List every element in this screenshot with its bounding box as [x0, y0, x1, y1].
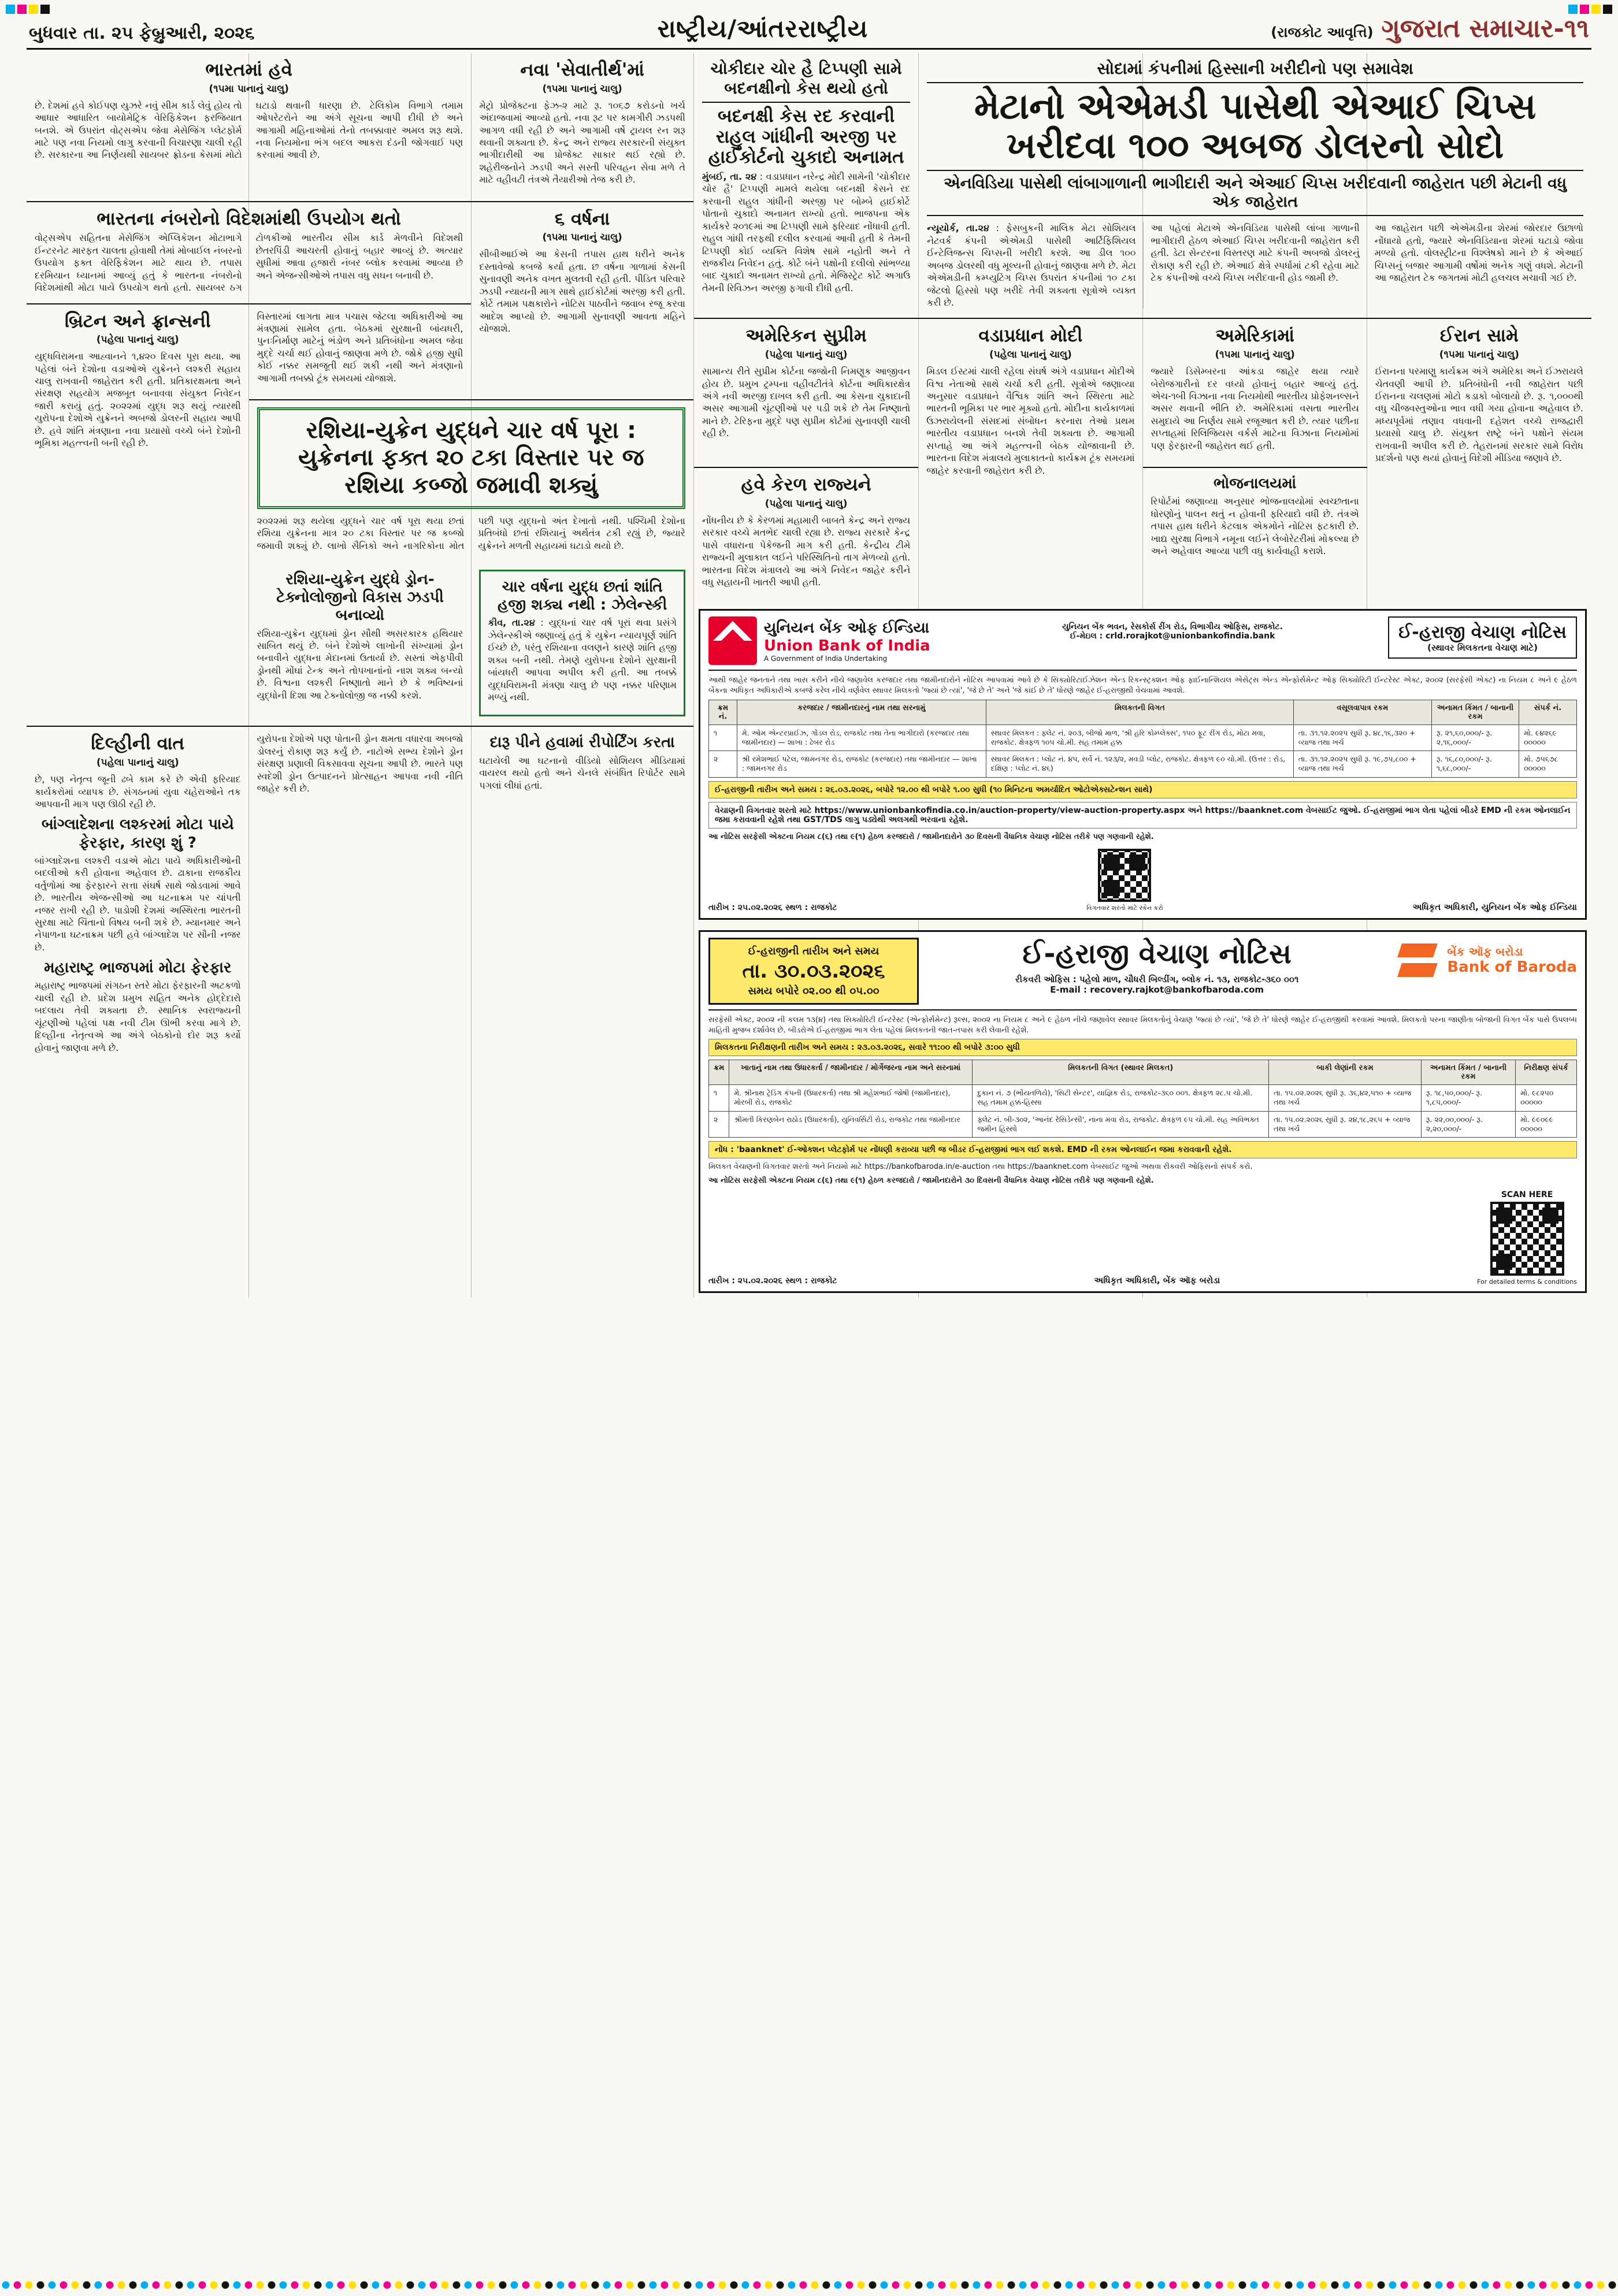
article-headline: ભારતમાં હવે — [205, 60, 292, 80]
scan-box — [1477, 1190, 1577, 1286]
continuation-note: (૧૫મા પાનાનું ચાલુ) — [1439, 349, 1520, 361]
continuation-note: (પહેલા પાનાનું ચાલુ) — [96, 757, 179, 769]
table-cell: શ્રીમતી કિરણબેન રાઠોડ (ઉધારકર્તા), યુનિવર્સિટી રોડ, રાજકોટ તથા જામીનદાર — [729, 1111, 973, 1138]
ad-header — [708, 938, 1577, 1010]
date-place: તારીખ : ૨૫.૦૨.૨૦૨૬ સ્થળ : રાજકોટ — [708, 903, 837, 913]
article-headline: રશિયા-યુક્રેન યુદ્ધને ચાર વર્ષ પૂરા : યુક્રેનના ફક્ત ૨૦ ટકા વિસ્તાર પર જ રશિયા કબ્જો જમાવી શક્યું — [298, 417, 644, 499]
registration-dots-strip — [0, 2278, 1618, 2293]
table-header-cell: ક્રમ નં. — [709, 700, 737, 725]
article-body: રિપોર્ટમાં જણાવ્યા અનુસાર ભોજનાલયોમાં સ્વચ્છતાના ધોરણોનું પાલન થતું ન હોવાની ફરિયાદો વધી છે. તંત્રએ તપાસ હાથ ધરીને કેટલાક એકમોને નોટિસ ફટકારી છે. ખાદ્ય સુરક્ષા વિભાગે નમૂના લઈને લેબોરેટરીમાં મોકલ્યા છે અને અહેવાલ આવ્યા પછી વધુ કાર્યવાહી કરાશે. — [1151, 496, 1359, 557]
bank-email: E-mail : recovery.rajkot@bankofbaroda.com — [1050, 984, 1264, 995]
page-header — [27, 10, 1591, 50]
ad-header — [708, 616, 1577, 671]
table-cell: દુકાન નં. ૭ (ભોંયતળિયે), 'સિટી સેન્ટર', યાજ્ઞિક રોડ, રાજકોટ-૩૬૦ ૦૦૧. ક્ષેત્રફળ ૨૮.૫ ચો.મી. સહ તમામ હક્ક-હિસ્સા — [973, 1085, 1269, 1112]
table-cell: તા. ૧૫.૦૨.૨૦૨૬ સુધી રૂ. ૩૬,૪૨,૫૧૦ + વ્યાજ તથા ખર્ચ — [1269, 1085, 1422, 1112]
article-meta-amd — [918, 53, 1591, 318]
bank-of-baroda-logo-icon — [1395, 938, 1440, 983]
table-cell: રૂ. ૧૬,૮૦,૦૦૦/- રૂ. ૧,૬૮,૦૦૦/- — [1431, 751, 1519, 778]
auction-datetime-box — [708, 938, 919, 1005]
article-us-supreme — [694, 318, 918, 467]
article-headline: દિલ્હીની વાત — [91, 733, 185, 755]
table-cell: મો. ૯૮૨૫૦ ૦૦૦૦૦ — [1516, 1085, 1577, 1112]
article-body: સામાન્ય રીતે સુપ્રીમ કોર્ટના જજોની નિમણૂક આજીવન હોય છે. પ્રમુખ ટ્રમ્પના વહીવટીતંત્રે કોર્ટના અધિકારક્ષેત્ર અંગે નવી અરજી દાખલ કરી હતી. આ કેસના ચુકાદાની અસર આગામી ચૂંટણીઓ પર પડી શકે છે તેમ નિષ્ણાતો માને છે. ટેરિફના મુદ્દે પણ સુપ્રીમ કોર્ટમાં સુનાવણી ચાલી રહી છે. — [702, 366, 911, 439]
article-headline: અમેરિકન સુપ્રીમ — [745, 325, 867, 347]
table-cell: મે. ઓમ એન્ટરપ્રાઈઝ, ગોંડલ રોડ, રાજકોટ તથા તેના ભાગીદારો (કરજદાર તથા જામીનદાર) — શાખા : ઢેબર રોડ — [737, 725, 986, 751]
auction-terms-strip: વેચાણની વિગતવાર શરતો માટે https://www.unionbankofindia.co.in/auction-property/view-auction-property.aspx અને https://baanknet.com વેબસાઈટ જુઓ. ઈ-હરાજીમાં ભાગ લેતા પહેલાં બીડરે EMD ની રકમ ઓનલાઈન જમા કરાવવાની રહેશે તથા GST/TDS લાગુ પડ્યેથી અલગથી ભરવાના રહેશે. — [708, 802, 1577, 829]
continuation-note: (પહેલા પાનાનું ચાલુ) — [765, 497, 848, 510]
table-row — [709, 1085, 1577, 1112]
statutory-note: આ નોટિસ સરફેસી એક્ટના નિયમ ૮(૬) તથા ૯(૧) હેઠળ કરજદારો / જામીનદારોને ૩૦ દિવસની વૈધાનિક વેચાણ નોટિસ તરીકે પણ ગણવાની રહેશે. — [708, 832, 1154, 841]
table-cell: શ્રી રમેશભાઈ પટેલ, જામનગર રોડ, રાજકોટ (કરજદાર) તથા જામીનદાર — શાખા : જામનગર રોડ — [737, 751, 986, 778]
bank-of-baroda-auction-ad — [699, 930, 1587, 1293]
bank-name-english: Bank of Baroda — [1447, 958, 1577, 976]
left-region — [27, 53, 694, 1298]
continuation-note: (૧૫મા પાનાનું ચાલુ) — [1215, 349, 1295, 361]
article-headline: ચાર વર્ષના યુદ્ધ છતાં શાંતિ હજી શક્ય નથી : ઝેલેન્સ્કી — [497, 578, 667, 614]
article-body: વોટ્સએપ સહિતના મેસેજિંગ એપ્લિકેશન મોટાભાગે ઈન્ટરનેટ મારફત ચાલતા હોવાથી તેમાં મોબાઈલ નંબરનો ઉપયોગ ફક્ત વેરિફિકેશન માટે થાય છે. તપાસ દરમિયાન ધ્યાનમાં આવ્યું હતું કે ભારતના નંબરોનો વિદેશમાંથી મોટા પાયે ઉપયોગ થતો હતો. સાયબર ઠગ ટોળકીઓ ભારતીય સીમ કાર્ડ મેળવીને વિદેશથી છેતરપિંડી આચરતી હોવાનું બહાર આવ્યું છે. અત્યાર સુધીમાં આવા હજારો નંબર બ્લોક કરવામાં આવ્યા છે અને એજન્સીઓએ તપાસ વધુ સઘન બનાવી છે. — [35, 232, 463, 293]
ad-footer — [708, 1190, 1577, 1286]
continuation-note: (૧૫મા પાનાનું ચાલુ) — [542, 232, 622, 244]
article-bhojanalay — [1143, 467, 1367, 603]
table-cell: મો. ૭૫૬૭૮ ૦૦૦૦૦ — [1519, 751, 1577, 778]
authorised-officer-sign: અધિકૃત અધિકારી, યુનિયન બેંક ઓફ ઈન્ડિયા — [1412, 902, 1577, 913]
article-kicker: સોદામાં કંપનીમાં હિસ્સાની ખરીદીનો પણ સમાવેશ — [927, 59, 1583, 83]
bank-tagline: A Government of India Undertaking — [764, 654, 888, 663]
continuation-note: (૧૫મા પાનાનું ચાલુ) — [542, 83, 622, 95]
article-russia-drone — [249, 564, 472, 726]
table-cell: રૂ. ૧૮,૫૦,૦૦૦/- રૂ. ૧,૮૫,૦૦૦/- — [1421, 1085, 1515, 1112]
auction-date: તા. ૩૦.૦૩.૨૦૨૬ — [742, 960, 885, 983]
auction-box-label: ઈ-હરાજીની તારીખ અને સમય — [748, 945, 879, 958]
table-cell: મો. ૯૯૦૯૯ ૦૦૦૦૦ — [1516, 1111, 1577, 1138]
article-body: બાંગ્લાદેશના લશ્કરી વડાએ મોટા પાયે અધિકારીઓની બદલીઓ કરી હોવાના અહેવાલ છે. ઢાકાના રાજકીય વર્તુળોમાં આ ફેરફારને સત્તા સંઘર્ષ સાથે જોડવામાં આવે છે. ભારતીય એજન્સીઓ આ ઘટનાક્રમ પર ચાંપતી નજર રાખી રહી છે. પાડોશી દેશમાં અસ્થિરતા ભારતની સુરક્ષા માટે ચિંતાનો વિષય બની શકે છે. મ્યાનમાર અને નેપાળના ઘટનાક્રમ પછી હવે બાંગ્લાદેશ પર સૌની નજર છે. — [35, 855, 241, 953]
article-body: મિડલ ઈસ્ટમાં ચાલી રહેલા સંઘર્ષ અંગે વડાપ્રધાન મોદીએ વિશ્વ નેતાઓ સાથે ચર્ચા કરી હતી. સૂત્રોએ જણાવ્યા અનુસાર વડાપ્રધાને વૈશ્વિક શાંતિ અને સ્થિરતા માટે ભારતની ભૂમિકા પર ભાર મૂક્યો હતો. મોદીના કાર્યકાળમાં ઉઝરાયેલની સંસદમાં સંબોધન કરનારા તેઓ પ્રથમ ભારતીય વડાપ્રધાન બનશે તેવી શક્યતા છે. આગામી સપ્તાહે આ અંગે મહત્ત્વની બેઠક યોજાવાની છે. ભારતના વિદેશ મંત્રાલયે મુલાકાતનો કાર્યક્રમ ટૂંક સમયમાં જાહેર કરવાની જાહેરાત કરી છે. — [926, 366, 1135, 476]
article-body: આ જાહેરાત પછી એએમડીના શેરમાં જોરદાર ઉછાળો નોંધાયો હતો, જ્યારે એનવિડિયાના શેરમાં ઘટાડો જોવા મળ્યો હતો. વોલસ્ટ્રીટના વિશ્લેષકો માને છે કે એઆઈ ચિપ્સનું બજાર આગામી વર્ષોમાં અનેક ગણું વધશે. મેટાની આ જાહેરાત ટેક જગતમાં મોટી હલચલ મચાવી ગઈ છે. — [1374, 222, 1583, 284]
article-headline: વડાપ્રધાન મોદી — [978, 325, 1083, 347]
article-body: છે. દેશમાં હવે કોઈપણ યુઝરે નવું સીમ કાર્ડ લેવું હોય તો આધાર આધારિત બાયોમેટ્રિક વેરિફિકેશન ફરજિયાત બનશે. એ ઉપરાંત વોટ્સએપ જેવા મેસેજિંગ પ્લેટફોર્મ માટે પણ નવા નિયમો લાગુ કરવાની વિચારણા ચાલી રહી છે. સરકારના આ નિર્ણયથી સાયબર ફ્રોડના કેસમાં મોટો ઘટાડો થવાની ધારણા છે. ટેલિકોમ વિભાગે તમામ ઓપરેટરોને આ અંગે સૂચના આપી દીધી છે અને આગામી મહિનાઓમાં તેનો તબક્કાવાર અમલ શરૂ થશે. નવા નિયમોના ભંગ બદલ આકરા દંડની જોગવાઈ પણ કરવામાં આવી છે. — [35, 99, 463, 161]
table-cell: સ્થાવર મિલકત : ફ્લેટ નં. ૨૦૩, બીજો માળ, 'શ્રી હરિ કોમ્પ્લેક્સ', ૧૫૦ ફૂટ રીંગ રોડ, મોટા મવા, રાજકોટ. ક્ષેત્રફળ ૧૦૫ ચો.મી. સહ તમામ હક્ક — [986, 725, 1293, 751]
table-header-cell: મિલકતની વિગત — [986, 700, 1293, 725]
table-header-cell: અનામત કિંમત / બાનાની રકમ — [1431, 700, 1519, 725]
auction-table — [708, 700, 1577, 778]
bank-name-gujarati: બેંક ઑફ બરોડા — [1447, 945, 1523, 959]
article-russia-drone-cont — [249, 726, 472, 1069]
article-subhead: એનવિડિયા પાસેથી લાંબાગાળાની ભાગીદારી અને એઆઈ ચિપ્સ ખરીદવાની જાહેરાત પછી મેટાની વધુ એક જાહેરાત — [927, 170, 1583, 216]
article-britain-france — [27, 303, 249, 726]
table-cell: મે. શ્રીનાથ ટ્રેડિંગ કંપની (ઉધારકર્તા) તથા શ્રી મહેશભાઈ જોષી (જામીનદાર), મોરબી રોડ, રાજકોટ — [729, 1085, 973, 1112]
table-cell: ૧ — [709, 1085, 729, 1112]
table-header-cell: સંપર્ક નં. — [1519, 700, 1577, 725]
scan-label: વિગતવાર શરતો માટે સ્કેન કરો — [1086, 904, 1163, 912]
article-body: યુરોપના દેશોએ પણ પોતાની ડ્રોન ક્ષમતા વધારવા અબજો ડોલરનું રોકાણ શરૂ કર્યું છે. નાટોએ સભ્ય દેશોને ડ્રોન સંરક્ષણ પ્રણાલી વિકસાવવા સૂચના આપી છે. ભારતે પણ સ્વદેશી ડ્રોન ઉત્પાદનને પ્રોત્સાહન આપવા નવી નીતિ જાહેર કરી છે. — [257, 733, 463, 794]
table-cell: ૨ — [709, 751, 737, 778]
dateline: કીવ, તા.૨૪ — [488, 617, 535, 629]
bank-of-baroda-brand — [1395, 938, 1577, 983]
article-rahul-gandhi — [694, 53, 918, 318]
bank-name-gujarati: યુનિયન બેંક ઓફ ઈન્ડિયા — [764, 619, 930, 637]
headline-box — [257, 407, 685, 509]
inspection-strip: મિલકતના નિરીક્ષણની તારીખ અને સમય : ૨૩.૦૩.૨૦૨૬, સવારે ૧૧:૦૦ થી બપોરે ૩:૦૦ સુધી — [708, 1039, 1577, 1056]
notice-title: ઈ-હરાજી વેચાણ નોટિસ — [1398, 622, 1567, 643]
ad-footer — [708, 846, 1577, 912]
statutory-note: આ નોટિસ સરફેસી એક્ટના નિયમ ૮(૬) તથા ૯(૧) હેઠળ કરજદારો / જામીનદારોને ૩૦ દિવસની વૈધાનિક વેચાણ નોટિસ તરીકે પણ ગણવાની રહેશે. — [708, 1176, 1154, 1185]
registration-mark-icon — [1568, 5, 1612, 14]
notice-title: ઈ-હરાજી વેચાણ નોટિસ — [1022, 938, 1292, 971]
article-subhead: બાંગ્લાદેશના લશ્કરમાં મોટા પાયે ફેરફાર, કારણ શું ? — [41, 816, 234, 852]
article-body: મુંબઈ, તા. ૨૪ : વડાપ્રધાન નરેન્દ્ર મોદી સામેની 'ચોકીદાર ચોર હૈ' ટિપ્પણી મામલે થયેલા બદનક્ષી કેસને રદ કરવાની રાહુલ ગાંધીની અરજી પર બોમ્બે હાઈકોર્ટે પોતાનો ચુકાદો અનામત રાખ્યો હતો. ભાજપના એક કાર્યકરે ૨૦૧૯માં આ ટિપ્પણી સામે ફરિયાદ નોંધાવી હતી. રાહુલ ગાંધી તરફથી દલીલ કરવામાં આવી હતી કે તેમની ટિપ્પણી કોઈ વ્યક્તિ વિશેષ સામે નહોતી અને તે રાજકીય નિવેદન હતું. કોર્ટે બંને પક્ષોની દલીલો સાંભળ્યા બાદ ચુકાદો અનામત રાખ્યો હતો. મેજિસ્ટ્રેટ કોર્ટે અગાઉ તેમની રિવિઝન અરજી ફગાવી દીધી હતી. — [702, 170, 911, 293]
table-header-row — [709, 700, 1577, 725]
headline-box — [479, 570, 685, 716]
right-region — [694, 53, 1591, 1298]
article-six-years — [471, 201, 693, 399]
article-body: નોંધનીય છે કે કેરળમાં મહામારી બાબતે કેન્દ્ર અને રાજ્ય સરકાર વચ્ચે મતભેદ ચાલી રહ્યા છે. રાજ્ય સરકારે કેન્દ્ર પાસે વધારાના પેકેજની માગ કરી હતી. કેન્દ્રીય ટીમે રાજ્યની મુલાકાત લઈને પરિસ્થિતિનો તાગ મેળવ્યો હતો. ભારતના વિદેશ મંત્રાલયે આ અંગે નિવેદન જાહેર કરીને વધુ સહાયની ખાતરી આપી હતી. — [702, 514, 911, 588]
dateline: ન્યૂયોર્ક, તા.૨૪ — [927, 222, 989, 234]
continuation-note: (પહેલા પાનાનું ચાલુ) — [765, 349, 848, 361]
article-body: યુદ્ધવિરામના આહ્વાનને ૧,૪૨૦ દિવસ પૂરા થયા. આ પહેલાં બંને દેશોના વડાઓએ યુક્રેનને લશ્કરી સહાય ચાલુ રાખવાની જાહેરાત કરી હતી. પ્રતિકારક્ષમતા અને સંરક્ષણ સહયોગ મજબૂત બનાવવા સંયુક્ત નિવેદન જારી કરાયું હતું. ૨૦૨૨માં યુદ્ધ શરૂ થયું ત્યારથી યુરોપના દેશોએ યુક્રેનને અબજો ડોલરની સહાય આપી છે. હવે શાંતિ મંત્રણાના નવા પ્રયાસો વચ્ચે બંને દેશોની ભૂમિકા મહત્ત્વની બની રહી છે. — [35, 351, 241, 449]
article-kerala — [694, 467, 918, 603]
auction-time: સમય બપોરે ૦૨.૦૦ થી ૦૫.૦૦ — [748, 985, 879, 998]
union-bank-brand — [708, 616, 957, 665]
continuation-note: (૧૫મા પાનાનું ચાલુ) — [209, 83, 289, 95]
table-header-cell: ક્રમ — [709, 1060, 729, 1085]
legal-text: સરફેસી એક્ટ, ૨૦૦૨ ની કલમ ૧૩(૪) તથા સિક્યોરિટી ઈન્ટરેસ્ટ (એન્ફોર્સમેન્ટ) રૂલ્સ, ૨૦૦૨ ના નિયમ ૮ અને ૯ હેઠળ નીચે જણાવેલ સ્થાવર મિલકતોનું વેચાણ 'જ્યાં છે ત્યાં', 'જે છે તે' ધોરણે જાહેર ઈ-હરાજીથી કરવામાં આવશે. મિલકતો પરના જાણીતા બોજાની વિગત બેંક પાસે ઉપલબ્ધ માહિતી મુજબ દર્શાવેલ છે. બીડરોએ ઈ-હરાજીમાં ભાગ લેતા પહેલાં મિલકતની જાત-તપાસ કરી લેવાની રહેશે. — [708, 1016, 1577, 1035]
edition-date: બુધવાર તા. ૨૫ ફેબ્રુઆરી, ૨૦૨૬ — [29, 23, 255, 43]
notice-title-block — [929, 938, 1385, 995]
table-cell: મો. ૯૪૨૬૯ ૦૦૦૦૦ — [1519, 725, 1577, 751]
bank-contact — [1062, 616, 1283, 641]
union-bank-logo-icon — [708, 616, 757, 665]
qr-code-icon — [1490, 1202, 1564, 1276]
table-cell: તા. ૩૧.૧૨.૨૦૨૫ સુધી રૂ. ૧૯,૭૫,૮૦૦ + વ્યાજ તથા ખર્ચ — [1293, 751, 1431, 778]
table-header-cell: કરજદાર / જામીનદારનું નામ તથા સરનામું — [737, 700, 986, 725]
article-kicker: ચોકીદાર ચોર હૈ ટિપ્પણી સામે બદનક્ષીનો કેસ થયો હતો — [702, 59, 910, 103]
article-headline: ૬ વર્ષના — [554, 208, 610, 229]
table-cell: તા. ૩૧.૧૨.૨૦૨૫ સુધી રૂ. ૪૮,૧૬,૩૨૦ + વ્યાજ તથા ખર્ચ — [1293, 725, 1431, 751]
scan-here-label: SCAN HERE — [1501, 1190, 1553, 1200]
article-russia-ukraine-main — [249, 399, 693, 564]
registration-mark-icon — [6, 5, 50, 14]
terms-website-line: મિલકત વેચાણની વિગતવાર શરતો અને નિયમો માટે https://bankofbaroda.in/e-auction તથા https://baanknet.com વેબસાઈટ જુઓ અથવા રીકવરી ઓફિસનો સંપર્ક કરો. — [708, 1162, 1253, 1172]
article-headline: ભોજનાલયમાં — [1213, 475, 1297, 493]
table-cell: ૨ — [709, 1111, 729, 1138]
scan-sub-label: For detailed terms & conditions — [1477, 1278, 1577, 1286]
table-row — [709, 1111, 1577, 1138]
article-headline: દારૂ પીને હવામાં રીપોર્ટિંગ કરતા — [489, 734, 675, 752]
scan-box — [1086, 846, 1163, 912]
auction-table — [708, 1060, 1577, 1138]
article-body: વિસ્તારમાં લાગતા માત્ર પચાસ જેટલા અધિકારીઓ આ મંત્રણામાં સામેલ હતા. બેઠકમાં સુરક્ષાની બાંયધરી, પુનઃનિર્માણ માટેનું ભંડોળ અને પ્રતિબંધોના અમલ જેવા મુદ્દે ચર્ચા થઈ હોવાનું જાણવા મળે છે. જોકે હજી સુધી કોઈ નક્કર સમજૂતી થઈ શકી નથી અને મંત્રણાનો આગામી તબક્કો ટૂંક સમયમાં યોજાશે. — [257, 310, 463, 384]
note-strip: નોંધ : 'baanknet' ઈ-ઓક્શન પ્લેટફોર્મ પર નોંધણી કરાવ્યા પછી જ બીડર ઈ-હરાજીમાં ભાગ લઈ શકશે. EMD ની રકમ ઓનલાઈન જમા કરાવવાની રહેશે. — [708, 1141, 1577, 1158]
continuation-note: (પહેલા પાનાનું ચાલુ) — [96, 334, 179, 346]
article-headline: બદનક્ષી કેસ રદ કરવાની રાહુલ ગાંધીની અરજી પર હાઈકોર્ટનો ચુકાદો અનામત — [708, 106, 904, 168]
bank-name-english: Union Bank of India — [764, 637, 930, 655]
table-row — [709, 751, 1577, 778]
article-daru — [471, 726, 693, 1069]
table-cell: રૂ. ૨૨,૦૦,૦૦૦/- રૂ. ૨,૨૦,૦૦૦/- — [1421, 1111, 1515, 1138]
article-headline: બ્રિટન અને ફ્રાન્સની — [64, 310, 211, 332]
table-cell: રૂ. ૨૧,૬૦,૦૦૦/- રૂ. ૨,૧૬,૦૦૦/- — [1431, 725, 1519, 751]
article-headline: રશિયા-યુક્રેન યુદ્ધે ડ્રોન-ટેક્નોલોજીનો વિકાસ ઝડપી બનાવ્યો — [276, 571, 444, 625]
article-modi — [918, 318, 1142, 603]
article-zelensky — [471, 564, 693, 726]
article-bharat-have — [27, 53, 471, 201]
table-header-cell: ખાતાનું નામ તથા ઉધારકર્તા / જામીનદાર / મોર્ગેજરના નામ અને સરનામાં — [729, 1060, 973, 1085]
table-header-cell: અનામત કિંમત / બાનાની રકમ — [1421, 1060, 1515, 1085]
article-subhead: મહારાષ્ટ્ર ભાજપમાં મોટા ફેરફાર — [44, 959, 232, 977]
table-header-cell: વસૂલવાપાત્ર રકમ — [1293, 700, 1431, 725]
article-body-columns — [927, 222, 1583, 309]
article-headline: નવા 'સેવાતીર્થ'માં — [520, 60, 644, 80]
table-cell: સ્થાવર મિલકત : પ્લોટ નં. ૪૫, સર્વે નં. ૧૨૩/૨, મવડી પ્લોટ, રાજકોટ. ક્ષેત્રફળ ૯૦ ચો.મી. (ઉત્તર : રોડ, દક્ષિણ : પ્લોટ નં. ૪૬) — [986, 751, 1293, 778]
article-body: મેટ્રો પ્રોજેક્ટના ફેઝ-૨ માટે રૂ. ૧૦૬૭ કરોડનો ખર્ચ અંદાજવામાં આવ્યો હતો. નવા રૂટ પર કામગીરી ઝડપથી આગળ વધી રહી છે અને આગામી વર્ષે ટ્રાયલ રન શરૂ થવાની શક્યતા છે. કેન્દ્ર અને રાજ્ય સરકારની સંયુક્ત ભાગીદારીથી આ પ્રોજેક્ટ સાકાર થઈ રહ્યો છે. શહેરીજનોને ઝડપી અને સસ્તી પરિવહન સેવા મળે તે માટે વહીવટી તંત્રએ તૈયારીઓ તેજ કરી છે. — [479, 99, 685, 185]
table-header-row — [709, 1060, 1577, 1085]
article-delhi-vaat — [27, 726, 249, 1069]
table-cell: ૧ — [709, 725, 737, 751]
notice-title-box — [1388, 616, 1577, 659]
article-headline: મેટાનો એએમડી પાસેથી એઆઈ ચિપ્સ ખરીદવા ૧૦૦ અબજ ડોલરનો સોદો — [974, 85, 1537, 167]
article-body: કીવ, તા.૨૪ : યુદ્ધનાં ચાર વર્ષ પૂરાં થવા પ્રસંગે ઝેલેન્સ્કીએ જણાવ્યું હતું કે યુક્રેન ન્યાયપૂર્ણ શાંતિ ઈચ્છે છે, પરંતુ રશિયાના વલણને કારણે શાંતિ હજી શક્ય બની નથી. તેમણે યુરોપના દેશોને સુરક્ષાની બાંયધરી આપવા અપીલ કરી હતી. આ તબક્કે યુદ્ધવિરામની મંત્રણા ચાલુ છે પણ નક્કર પરિણામ મળ્યું નથી. — [488, 617, 677, 703]
bank-address: યુનિયન બેંક ભવન, રેસકોર્સ રીંગ રોડ, વિભાગીય ઓફિસ, રાજકોટ. — [1062, 622, 1283, 632]
continuation-note: (પહેલા પાનાનું ચાલુ) — [989, 349, 1072, 361]
article-body-text: ફેસબુકની માલિક મેટા સોશિયલ નેટવર્ક કંપની એએમડી પાસેથી આર્ટિફિશિયલ ઈન્ટેલિજન્સ ચિપ્સની ખરીદી કરશે. આ ડીલ ૧૦૦ અબજ ડોલરથી વધુ મૂલ્યની હોવાનું જાણવા મળે છે. મેટા એએમડીની કમ્પ્યુટિંગ ચિપ્સ ઉપરાંત કંપનીમાં ૧૦ ટકા જેટલો હિસ્સો પણ ખરીદે તેવી શક્યતા સૂત્રોએ વ્યક્ત કરી છે. — [927, 222, 1136, 308]
bank-email: ઈ-મેઇલ : crld.rorajkot@unionbankofindia.bank — [1070, 631, 1275, 641]
article-headline: હવે કેરળ રાજ્યને — [741, 474, 871, 496]
article-sevatirth — [471, 53, 693, 201]
article-body-text: વડાપ્રધાન નરેન્દ્ર મોદી સામેની 'ચોકીદાર ચોર હૈ' ટિપ્પણી મામલે થયેલા બદનક્ષી કેસને રદ કરવાની રાહુલ ગાંધીની અરજી પર બોમ્બે હાઈકોર્ટે પોતાનો ચુકાદો અનામત રાખ્યો હતો. ભાજપના એક કાર્યકરે ૨૦૧૯માં આ ટિપ્પણી સામે ફરિયાદ નોંધાવી હતી. રાહુલ ગાંધી તરફથી દલીલ કરવામાં આવી હતી કે તેમની ટિપ્પણી કોઈ વ્યક્તિ વિશેષ સામે નહોતી અને તે રાજકીય નિવેદન હતું. કોર્ટે બંને પક્ષોની દલીલો સાંભળ્યા બાદ ચુકાદો અનામત રાખ્યો હતો. મેજિસ્ટ્રેટ કોર્ટે અગાઉ તેમની રિવિઝન અરજી ફગાવી દીધી હતી. — [702, 170, 911, 293]
article-body: જ્યારે ડિસેમ્બરના આંકડા જાહેર થયા ત્યારે બેરોજગારીનો દર વધ્યો હોવાનું બહાર આવ્યું હતું. એચ-૧બી વિઝાના નવા નિયમોથી ભારતીય પ્રોફેશનલ્સને અસર થવાની ભીતિ છે. અમેરિકામાં વસતા ભારતીય સમુદાયે આ નિર્ણય સામે રજૂઆત કરી છે. ત્યાર પછીના સપ્તાહમાં રિલિજિયસ વર્કર્સ માટેના વિઝાના નિયમોમાં પણ ફેરફારની જાહેરાત થઈ હતી. — [1151, 366, 1359, 451]
article-headline: ભારતના નંબરોનો વિદેશમાંથી ઉપયોગ થતો — [97, 208, 401, 229]
edition-label: (રાજકોટ આવૃત્તિ) — [1271, 24, 1374, 40]
article-body: ઈરાનના પરમાણુ કાર્યક્રમ અંગે અમેરિકા અને ઈઝરાયલે ચેતવણી આપી છે. પ્રતિબંધોની નવી જાહેરાત પછી ઈરાનના ચલણમાં મોટો કડાકો બોલાયો છે. રૂ. ૧,૦૦૦થી વધુ ચીજવસ્તુઓના ભાવ વધી ગયા હોવાના અહેવાલ છે. મધ્યપૂર્વમાં તણાવ વધવાની દહેશત વચ્ચે રાજદ્વારી પ્રયાસો ચાલુ છે. સંયુક્ત રાષ્ટ્રે બંને પક્ષોને સંયમ રાખવાની અપીલ કરી છે. તેહરાનમાં સરકાર સામે વિરોધ પ્રદર્શનો પણ થયાં હોવાનું વિદેશી મીડિયા જણાવે છે. — [1375, 366, 1583, 464]
section-title: રાષ્ટ્રીય/આંતરરાષ્ટ્રીય — [657, 14, 869, 43]
date-place: તારીખ : ૨૫.૦૨.૨૦૨૬ સ્થળ : રાજકોટ — [708, 1276, 837, 1286]
legal-text: આથી જાહેર જનતાને તથા ખાસ કરીને નીચે જણાવેલ કરજદાર તથા જામીનદારોને નોટિસ આપવામાં આવે છે કે સિક્યોરિટાઈઝેશન એન્ડ રિકન્સ્ટ્રક્શન ઓફ ફાઈનાન્શિયલ એસેટ્સ એન્ડ એન્ફોર્સમેન્ટ ઓફ સિક્યોરિટી ઈન્ટરેસ્ટ એક્ટ, ૨૦૦૨ (સરફેસી એક્ટ) ના નિયમ ૮ અને ૯ હેઠળ બેંકના અધિકૃત અધિકારીએ કબજે કરેલ નીચે વર્ણવેલ સ્થાવર મિલકતો 'જ્યાં છે ત્યાં', 'જે છે તે' અને 'જે કાંઈ છે તે' ધોરણે જાહેર ઈ-હરાજીથી વેચવામાં આવશે. — [708, 676, 1577, 695]
article-iran — [1367, 318, 1591, 603]
article-body: ઘટાયેલી આ ઘટનાનો વીડિયો સોશિયલ મીડિયામાં વાયરલ થયો હતો અને ચેનલે સંબંધિત રિપોર્ટર સામે પગલાં લીધાં હતાં. — [479, 755, 685, 791]
qr-code-icon — [1098, 849, 1151, 902]
article-body-text: યુદ્ધનાં ચાર વર્ષ પૂરાં થવા પ્રસંગે ઝેલેન્સ્કીએ જણાવ્યું હતું કે યુક્રેન ન્યાયપૂર્ણ શાંતિ ઈચ્છે છે, પરંતુ રશિયાના વલણને કારણે શાંતિ હજી શક્ય બની નથી. તેમણે યુરોપના દેશોને સુરક્ષાની બાંયધરી આપવા અપીલ કરી હતી. આ તબક્કે યુદ્ધવિરામની મંત્રણા ચાલુ છે પણ નક્કર પરિણામ મળ્યું નથી. — [488, 617, 677, 703]
article-body: ન્યૂયોર્ક, તા.૨૪ : ફેસબુકની માલિક મેટા સોશિયલ નેટવર્ક કંપની એએમડી પાસેથી આર્ટિફિશિયલ ઈન્ટેલિજન્સ ચિપ્સની ખરીદી કરશે. આ ડીલ ૧૦૦ અબજ ડોલરથી વધુ મૂલ્યની હોવાનું જાણવા મળે છે. મેટા એએમડીની કમ્પ્યુટિંગ ચિપ્સ ઉપરાંત કંપનીમાં ૧૦ ટકા જેટલો હિસ્સો પણ ખરીદે તેવી શક્યતા સૂત્રોએ વ્યક્ત કરી છે. — [927, 222, 1136, 308]
recovery-office: રીકવરી ઓફિસ : પહેલો માળ, ચૌધરી બિલ્ડીંગ, બ્લોક નં. ૧૩, રાજકોટ-૩૬૦ ૦૦૧ — [1015, 974, 1299, 985]
table-header-cell: મિલકતની વિગત (સ્થાવર મિલકત) — [973, 1060, 1269, 1085]
authorised-officer-sign: અધિકૃત અધિકારી, બેંક ઑફ બરોડા — [1094, 1275, 1220, 1286]
article-britain-france-cont — [249, 303, 472, 400]
article-body: રશિયા-યુક્રેન યુદ્ધમાં ડ્રોન સૌથી અસરકારક હથિયાર સાબિત થયું છે. બંને દેશોએ લાખોની સંખ્યામાં ડ્રોન બનાવીને યુદ્ધના મેદાનમાં ઉતાર્યા છે. સસ્તાં એફપીવી ડ્રોનથી મોંઘાં ટેન્ક અને તોપખાનાંનો નાશ શક્ય બન્યો છે. વિશ્વના લશ્કરી નિષ્ણાતો માને છે કે ભવિષ્યનાં યુદ્ધોની દિશા આ ટેક્નોલોજી જ નક્કી કરશે. — [257, 627, 463, 701]
article-body: ૨૦૨૨માં શરૂ થયેલા યુદ્ધને ચાર વર્ષ પૂરા થયા છતાં રશિયા યુક્રેનના માત્ર ૨૦ ટકા વિસ્તાર પર જ કબ્જો જમાવી શક્યું છે. લાખો સૈનિકો અને નાગરિકોના મોત પછી પણ યુદ્ધનો અંત દેખાતો નથી. પશ્ચિમી દેશોના પ્રતિબંધો છતાં રશિયાનું અર્થતંત્ર ટકી રહ્યું છે, જ્યારે યુક્રેનને મળતી સહાયમાં ઘટાડો થયો છે. — [257, 515, 685, 551]
table-header-cell: નિરીક્ષણ સંપર્ક — [1516, 1060, 1577, 1085]
notice-subtitle: (સ્થાવર મિલકતના વેચાણ માટે) — [1427, 642, 1538, 653]
union-bank-auction-ad — [699, 609, 1587, 920]
article-headline: અમેરિકામાં — [1215, 325, 1294, 347]
table-cell: તા. ૧૫.૦૨.૨૦૨૬ સુધી રૂ. ૨૪,૧૮,૨૬૫ + વ્યાજ તથા ખર્ચ — [1269, 1111, 1422, 1138]
article-body: આ પહેલાં મેટાએ એનવિડિયા પાસેથી લાંબા ગાળાની ભાગીદારી હેઠળ એઆઈ ચિપ્સ ખરીદવાની જાહેરાત કરી હતી. ડેટા સેન્ટરના વિસ્તરણ માટે કંપની અબજો ડોલરનું રોકાણ કરી રહી છે. એઆઈ ક્ષેત્રે સ્પર્ધામાં ટકી રહેવા માટે ટેક કંપનીઓ વચ્ચે ચિપ્સ ખરીદવાની હોડ જામી છે. — [1151, 222, 1360, 284]
table-row — [709, 725, 1577, 751]
article-body: મહારાષ્ટ્ર ભાજપમાં સંગઠન સ્તરે મોટા ફેરફારની અટકળો ચાલી રહી છે. પ્રદેશ પ્રમુખ સહિત અનેક હોદ્દેદારો બદલાય તેવી શક્યતા છે. સ્થાનિક સ્વરાજ્યની ચૂંટણીઓ પહેલાં પક્ષ નવી ટીમ ઊભી કરવા માગે છે. દિલ્હીના નેતૃત્વએ આ અંગે બેઠકોનો દોર શરૂ કર્યો હોવાનું જાણવા મળે છે. — [35, 980, 241, 1053]
article-america — [1143, 318, 1367, 467]
dateline: મુંબઈ, તા. ૨૪ — [702, 170, 757, 182]
page-content — [27, 53, 1591, 1298]
article-body: છે, પણ નેતૃત્વ જૂની ઢબે કામ કરે છે એવી ફરિયાદ કાર્યકરોમાં વ્યાપક છે. સંગઠનમાં યુવા ચહેરાઓને તક આપવાની માગ પણ ઊઠી રહી છે. — [35, 774, 241, 809]
paper-masthead: ગુજરાત સમાચાર-૧૧ — [1381, 14, 1589, 43]
article-headline: ઈરાન સામે — [1439, 325, 1519, 347]
table-header-cell: બાકી લેણાંની રકમ — [1269, 1060, 1422, 1085]
table-cell: ફ્લેટ નં. બી-૩૦૨, 'આનંદ રેસિડેન્સી', નાના મવા રોડ, રાજકોટ. ક્ષેત્રફળ ૯૫ ચો.મી. સહ અવિભક્ત જમીન હિસ્સો — [973, 1111, 1269, 1138]
article-bharat-numbers — [27, 201, 471, 303]
article-body: સીબીઆઈએ આ કેસની તપાસ હાથ ધરીને અનેક દસ્તાવેજો કબજે કર્યા હતા. છ વર્ષના ગાળામાં કેસની સુનાવણી અનેક વખત મુલતવી રહી હતી. પીડિત પરિવારે ઝડપી ન્યાયની માગ સાથે હાઈકોર્ટમાં અરજી કરી હતી. કોર્ટે તમામ પક્ષકારોને નોટિસ પાઠવીને જવાબ રજૂ કરવા આદેશ આપ્યો છે. આગામી સુનાવણી આવતા મહિને યોજાશે. — [479, 248, 685, 334]
auction-datetime-strip: ઈ-હરાજીની તારીખ અને સમય : ૨૬.૦૩.૨૦૨૬, બપોરે ૧૨.૦૦ થી બપોરે ૧.૦૦ સુધી (૧૦ મિનિટના અમર્યાદિત ઓટોએક્સટેન્શન સાથે) — [708, 781, 1577, 798]
